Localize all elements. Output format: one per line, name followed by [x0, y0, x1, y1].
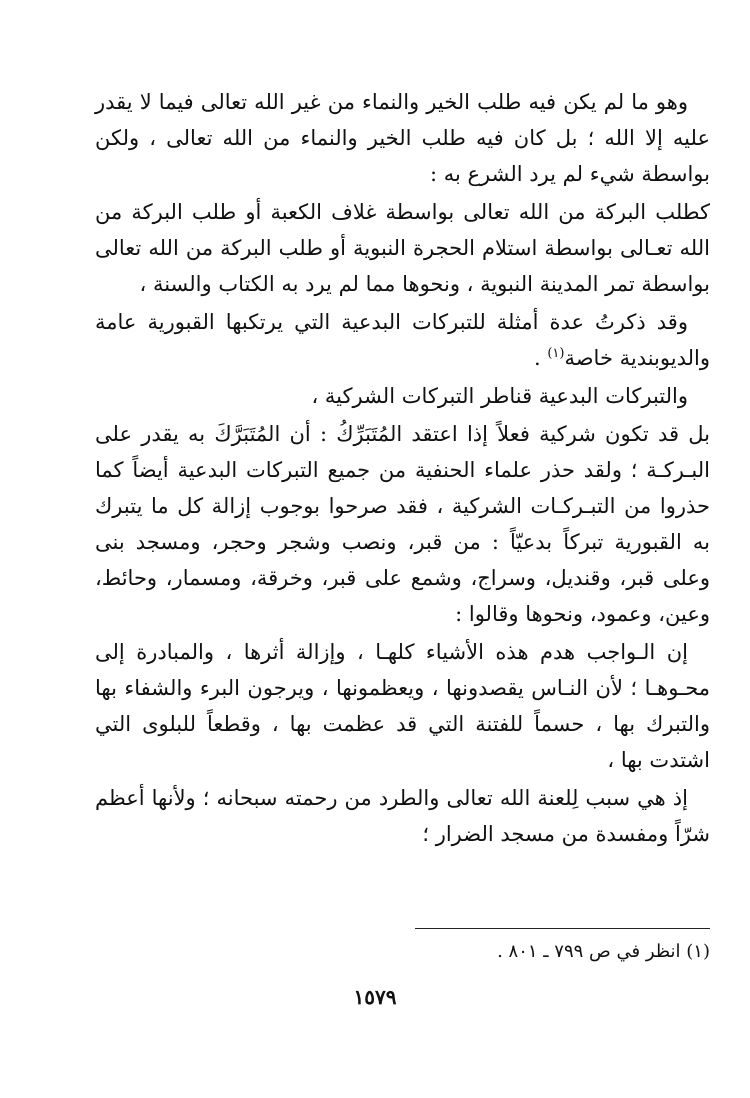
paragraph-6: إن الـواجب هدم هذه الأشياء كلهـا ، وإزالة أثرها ، والمبادرة إلى محـوهـا ؛ لأن النـاس يقصدونها ، ويعظمونها ، ويرجون البرء والشفاء بها والتبرك بها ، حسماً للفتنة التي قد عظمت بها ، وقطعاً للبلوى التي اشتدت بها ، [95, 640, 710, 772]
footnote-marker: (١) [547, 346, 565, 361]
paragraph-1: وهو ما لم يكن فيه طلب الخير والنماء من غير الله تعالى فيما لا يقدر عليه إلا الله ؛ بل كان فيه طلب الخير والنماء من الله تعالى ، ولكن بواسطة شيء لم يرد الشرع به : [95, 90, 710, 186]
paragraph-7: إذ هي سبب لِلعنة الله تعالى والطرد من رحمته سبحانه ؛ ولأنها أعظم شرّاً ومفسدة من مسجد الضرار ؛ [95, 786, 710, 846]
paragraph-4: والتبركات البدعية قناطر التبركات الشركية ، [311, 384, 688, 408]
paragraph-3-end: . [533, 346, 548, 370]
footnote-divider [415, 928, 710, 929]
footnote: (١) انظر في ص ٧٩٩ ـ ٨٠١ . [497, 941, 710, 962]
paragraph-5: بل قد تكون شركية فعلاً إذا اعتقد المُتَبَرِّكُ : أن المُتَبَرَّكَ به يقدر على البـركـة ؛ ولقد حذر علماء الحنفية من جميع التبركات البدعية أيضاً كما حذروا من التبـركـات الشركية ، فقد صرحوا بوجوب إزالة كل ما يتبرك به القبورية تبركاً بدعيّاً : من قبر، ونصب وشجر وحجر، ومسجد بنى وعلى قبر، وقنديل، وسراج، وشمع على قبر، وخرقة، ومسمار، وحائط، وعين، وعمود، ونحوها وقالوا : [95, 422, 710, 626]
paragraph-2: كطلب البركة من الله تعالى بواسطة غلاف الكعبة أو طلب البركة من الله تعـالى بواسطة استلام الحجرة النبوية أو طلب البركة من الله تعالى بواسطة تمر المدينة النبوية ، ونحوها مما لم يرد به الكتاب والسنة ، [95, 200, 710, 296]
paragraph-3 [95, 304, 710, 376]
page-number: ١٥٧٩ [353, 985, 397, 1009]
main-text [95, 84, 710, 852]
paragraph-3-text: وقد ذكرتُ عدة أمثلة للتبركات البدعية التي يرتكبها القبورية عامة والديوبندية خاصة [95, 310, 710, 370]
